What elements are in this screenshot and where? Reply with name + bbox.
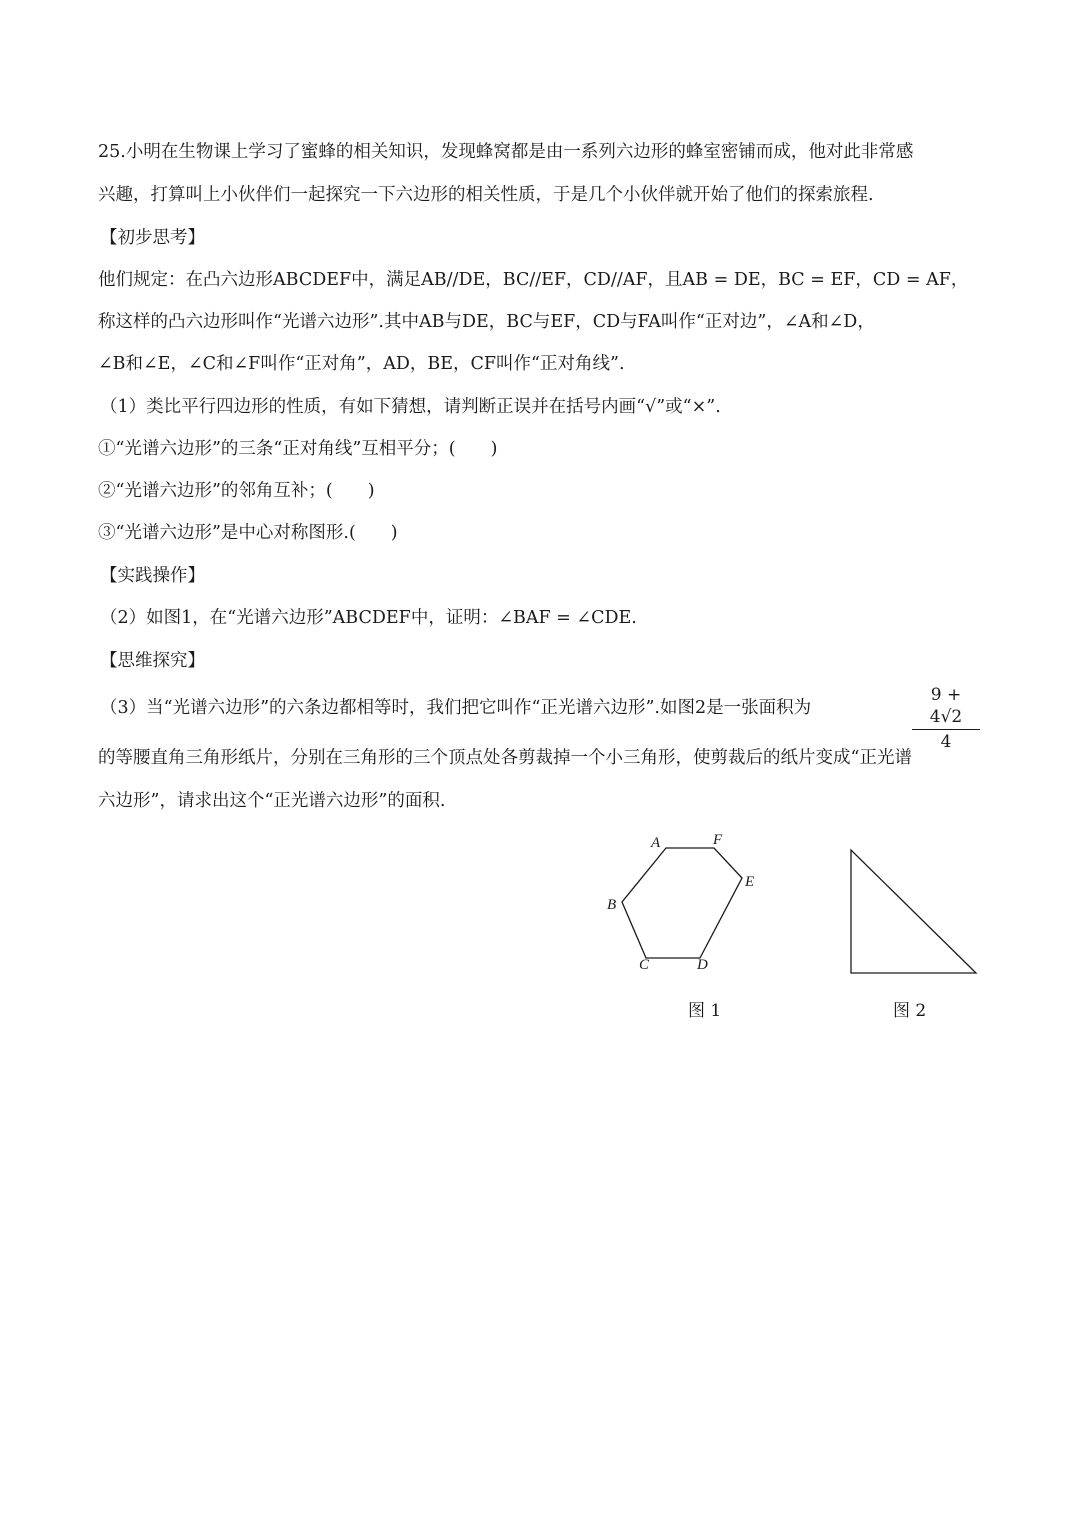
area-fraction xyxy=(912,684,980,753)
question-1: （1）类比平行四边形的性质，有如下猜想，请判断正误并在括号内画“√”或“×”. xyxy=(100,397,721,417)
question-1-item-3: ③“光谱六边形”是中心对称图形.( ) xyxy=(98,523,398,543)
question-2: （2）如图1，在“光谱六边形”ABCDEF中，证明：∠BAF = ∠CDE. xyxy=(100,608,637,628)
question-1-item-2: ②“光谱六边形”的邻角互补；( ) xyxy=(98,481,375,501)
section-heading-initial-thinking: 【初步思考】 xyxy=(100,228,205,248)
figure-1-caption: 图 1 xyxy=(688,1001,722,1021)
figure-2-caption: 图 2 xyxy=(893,1001,927,1021)
figure-2-triangle xyxy=(840,840,990,980)
question-3-line-3: 六边形”，请求出这个“正光谱六边形”的面积. xyxy=(98,791,446,811)
question-3-line-2: 的等腰直角三角形纸片，分别在三角形的三个顶点处各剪裁掉一个小三角形，使剪裁后的纸片变成“正光谱 xyxy=(98,748,912,768)
vertex-label-b: B xyxy=(607,897,617,913)
vertex-label-d: D xyxy=(697,957,708,973)
problem-line-4: 他们规定：在凸六边形ABCDEF中，满足AB//DE，BC//EF，CD//AF，且AB = DE，BC = EF，CD = AF， xyxy=(98,270,969,290)
figure-1-hexagon xyxy=(596,826,776,976)
problem-line-1: 25.小明在生物课上学习了蜜蜂的相关知识，发现蜂窝都是由一系列六边形的蜂室密铺而成，他对此非常感 xyxy=(98,142,914,162)
vertex-label-f: F xyxy=(713,832,723,848)
fraction-denominator: 4 xyxy=(940,732,952,752)
vertex-label-a: A xyxy=(651,835,661,851)
hexagon-shape xyxy=(622,848,742,958)
fraction-numerator: 9 + 4√2 xyxy=(912,684,980,730)
problem-line-5: 称这样的凸六边形叫作“光谱六边形”.其中AB与DE，BC与EF，CD与FA叫作“正对边”，∠A和∠D， xyxy=(98,312,875,332)
section-heading-exploration: 【思维探究】 xyxy=(100,651,205,671)
vertex-label-e: E xyxy=(745,874,755,890)
triangle-shape xyxy=(851,850,976,973)
problem-line-6: ∠B和∠E，∠C和∠F叫作“正对角”，AD，BE，CF叫作“正对角线”. xyxy=(98,354,625,374)
problem-line-2: 兴趣，打算叫上小伙伴们一起探究一下六边形的相关性质，于是几个小伙伴就开始了他们的探索旅程. xyxy=(98,185,874,205)
question-3-line-1: （3）当“光谱六边形”的六条边都相等时，我们把它叫作“正光谱六边形”.如图2是一张面积为 xyxy=(100,698,812,718)
vertex-label-c: C xyxy=(639,957,650,973)
question-1-item-1: ①“光谱六边形”的三条“正对角线”互相平分；( ) xyxy=(98,439,498,459)
section-heading-practice: 【实践操作】 xyxy=(100,566,205,586)
